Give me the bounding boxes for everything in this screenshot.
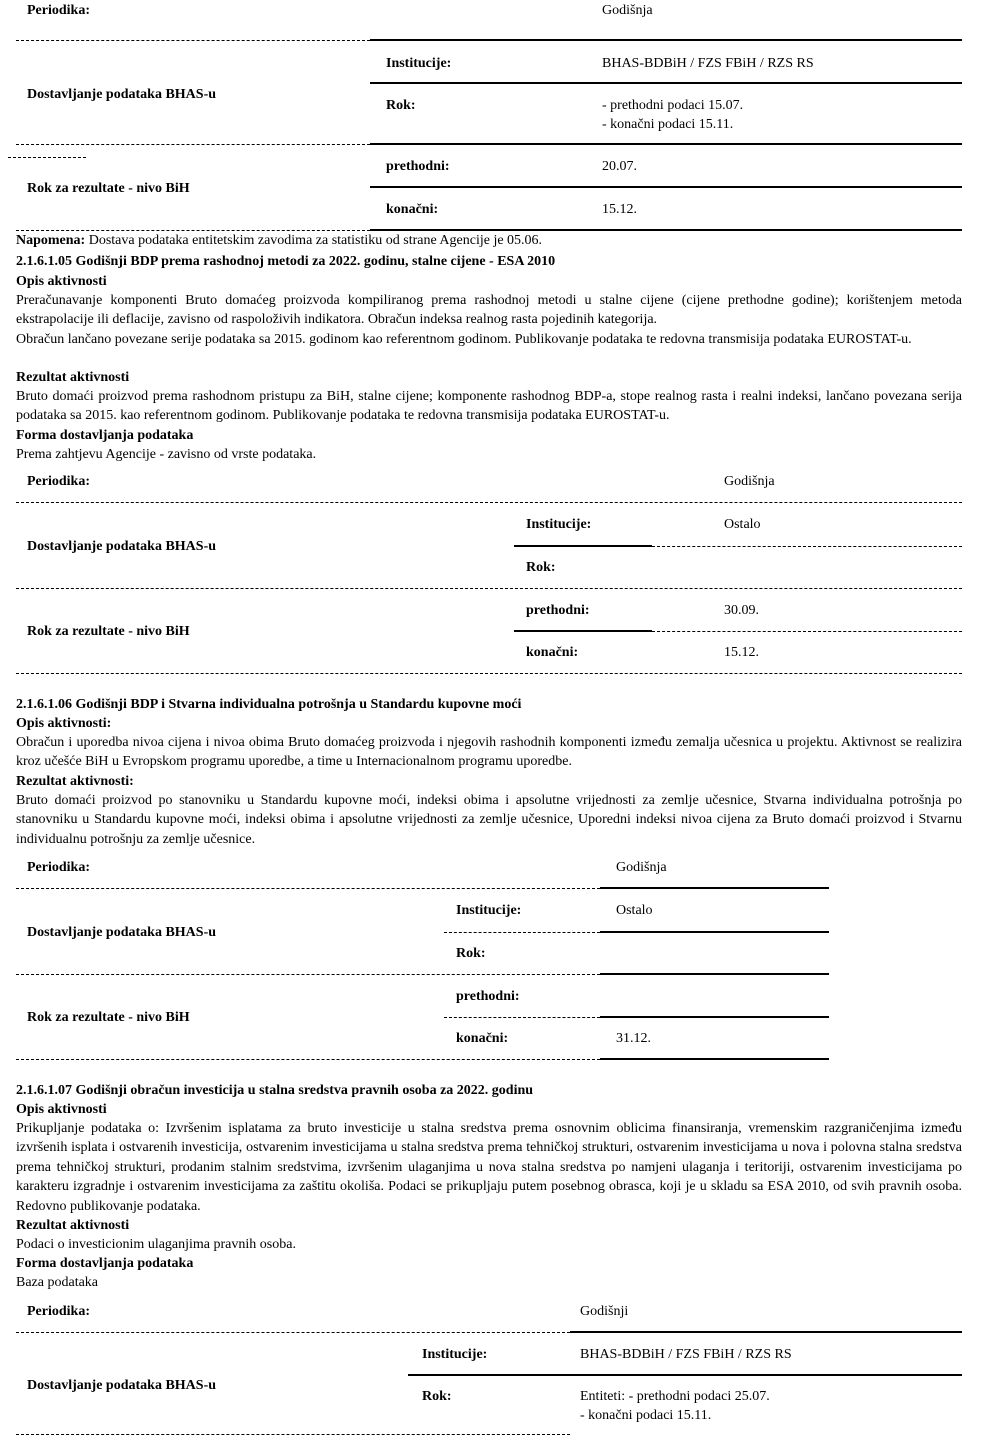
dostavljanje-label: Dostavljanje podataka BHAS-u <box>27 925 217 940</box>
opis-paragraph: Obračun i uporedba nivoa cijena i nivoa obima Bruto domaćeg proizvoda i njegovih rashodnih komponenti između zemalja učesnica u projektu. Aktivnost se realizira kroz učešće BiH u Evropskom programu uporedbe, a time u Internacionalnom programu uporedbe. <box>16 735 962 770</box>
divider <box>16 40 370 41</box>
divider <box>16 1332 570 1333</box>
divider <box>8 157 86 158</box>
dostavljanje-label: Dostavljanje podataka BHAS-u <box>27 539 217 554</box>
forma-paragraph: Baza podataka <box>16 1275 99 1290</box>
opis-heading: Opis aktivnosti: <box>16 716 112 731</box>
konacni-label: konačni: <box>526 645 579 660</box>
divider <box>444 1017 600 1018</box>
periodika-label: Periodika: <box>27 474 90 489</box>
divider <box>600 1016 829 1018</box>
divider <box>16 1434 570 1435</box>
periodika-label: Periodika: <box>27 860 90 875</box>
divider <box>408 1374 962 1376</box>
konacni-label: konačni: <box>456 1031 509 1046</box>
institucije-label: Institucije: <box>422 1347 488 1362</box>
divider <box>370 143 962 145</box>
institucije-value: BHAS-BDBiH / FZS FBiH / RZS RS <box>580 1347 792 1362</box>
divider <box>16 1059 600 1060</box>
divider <box>570 1331 962 1333</box>
institucije-value: Ostalo <box>616 903 653 918</box>
prethodni-label: prethodni: <box>386 159 450 174</box>
rok-rezultate-label: Rok za rezultate - nivo BiH <box>27 624 190 639</box>
rok-label: Rok: <box>526 560 556 575</box>
divider <box>370 186 962 188</box>
divider <box>370 229 962 231</box>
dostavljanje-label: Dostavljanje podataka BHAS-u <box>27 1378 217 1393</box>
forma-heading: Forma dostavljanja podataka <box>16 1256 194 1271</box>
rezultat-heading: Rezultat aktivnosti: <box>16 774 134 789</box>
divider <box>600 1058 829 1060</box>
divider <box>600 931 829 933</box>
section-heading: 2.1.6.1.05 Godišnji BDP prema rashodnoj metodi za 2022. godinu, stalne cijene - ESA 2010 <box>16 254 556 269</box>
divider <box>600 973 829 975</box>
rok-rezultate-label: Rok za rezultate - nivo BiH <box>27 1010 190 1025</box>
prethodni-value: 30.09. <box>724 603 759 618</box>
napomena-text: Dostava podataka entitetskim zavodima za statistiku od strane Agencije je 05.06. <box>88 233 543 248</box>
opis-heading: Opis aktivnosti <box>16 1102 107 1117</box>
rok-line-2: - konačni podaci 15.11. <box>580 1408 712 1423</box>
divider <box>370 39 962 41</box>
periodika-value: Godišnja <box>616 860 667 875</box>
periodika-value: Godišnja <box>724 474 775 489</box>
konacni-label: konačni: <box>386 202 439 217</box>
opis-heading: Opis aktivnosti <box>16 274 107 289</box>
periodika-label: Periodika: <box>27 1304 90 1319</box>
periodika-value: Godišnja <box>602 3 653 18</box>
opis-paragraph-2: Obračun lančano povezane serije podataka sa 2015. godinom kao referentnom godinom. Publikovanje podataka te redovna transmisija podataka EUROSTAT-u. <box>16 332 912 347</box>
rok-rezultate-label: Rok za rezultate - nivo BiH <box>27 181 190 196</box>
prethodni-label: prethodni: <box>526 603 590 618</box>
divider <box>370 82 962 84</box>
rezultat-paragraph: Bruto domaći proizvod po stanovniku u Standardu kupovne moći, indeksi obima i apsolutne vrijednosti za zemlje učesnice, Stvarna individualna potrošnja po stanovniku u Standardu kupovne moći, indeksi obima i apsolutne vrijednosti za zemlje učesnice, Uporedni indeksi nivoa cijena za Bruto domaći proizvod i Stvarnu individualnu potrošnju za zemlje učesnice. <box>16 793 962 847</box>
institucije-value: BHAS-BDBiH / FZS FBiH / RZS RS <box>602 56 814 71</box>
institucije-label: Institucije: <box>456 903 522 918</box>
institucije-label: Institucije: <box>386 56 452 71</box>
divider <box>16 144 370 145</box>
opis-paragraph: Prikupljanje podataka o: Izvršenim isplatama za bruto investicije u stalna sredstva prema osnovnim oblicima finansiranja, vremenskim razgraničenjima između izvršenih isplata i ostvarenih investicija, ostvarenim investicijama u stalna sredstva prema tehničkoj strukturi, ostvarenim investicijama u nova i polovna stalna sredstva prema tehničkoj strukturi, prodanim stalnim sredstvima, izvršenim ulaganjima u nova stalna sredstva po namjeni ulaganja i teritoriji, ostvarenim investicijama po karakteru izgradnje i ostvarenim investicijama za zaštitu okoliša. Podaci se prikupljaju putem posebnog obrasca, koji je u skladu sa ESA 2010, od svih pravnih osoba. Redovno publikovanje podataka. <box>16 1121 962 1214</box>
divider <box>514 630 652 632</box>
rezultat-paragraph: Podaci o investicionim ulaganjima pravnih osoba. <box>16 1237 296 1252</box>
periodika-label: Periodika: <box>27 3 90 18</box>
rok-line-1: - prethodni podaci 15.07. <box>602 98 744 113</box>
divider <box>444 932 600 933</box>
divider <box>16 230 370 231</box>
konacni-value: 15.12. <box>724 645 759 660</box>
institucije-value: Ostalo <box>724 517 761 532</box>
divider <box>600 887 829 889</box>
rok-label: Rok: <box>456 946 486 961</box>
divider <box>16 502 962 503</box>
divider <box>16 673 962 674</box>
divider <box>16 588 962 589</box>
rok-label: Rok: <box>386 98 416 113</box>
prethodni-label: prethodni: <box>456 989 520 1004</box>
divider <box>16 974 600 975</box>
institucije-label: Institucije: <box>526 517 592 532</box>
divider <box>514 545 652 547</box>
rezultat-heading: Rezultat aktivnosti <box>16 1218 130 1233</box>
napomena <box>16 233 542 249</box>
forma-heading: Forma dostavljanja podataka <box>16 428 194 443</box>
opis-paragraph-1: Preračunavanje komponenti Bruto domaćeg proizvoda kompiliranog prema rashodnoj metodi u stalne cijene (cijene prethodne godine); korištenjem metoda ekstrapolacije ili deflacije, zavisno od raspoloživih indikatora. Obračun indeksa realnog rasta pojedinih kategorija. <box>16 293 962 328</box>
prethodni-value: 20.07. <box>602 159 637 174</box>
dostavljanje-label: Dostavljanje podataka BHAS-u <box>27 87 217 102</box>
divider <box>16 888 600 889</box>
divider <box>652 546 962 547</box>
rok-line-1: Entiteti: - prethodni podaci 25.07. <box>580 1389 770 1404</box>
napomena-label: Napomena: <box>16 233 86 248</box>
section-heading: 2.1.6.1.07 Godišnji obračun investicija u stalna sredstva pravnih osoba za 2022. godinu <box>16 1083 534 1098</box>
rok-label: Rok: <box>422 1389 452 1404</box>
rezultat-heading: Rezultat aktivnosti <box>16 370 130 385</box>
konacni-value: 15.12. <box>602 202 637 217</box>
rok-line-2: - konačni podaci 15.11. <box>602 117 734 132</box>
section-heading: 2.1.6.1.06 Godišnji BDP i Stvarna individualna potrošnja u Standardu kupovne moći <box>16 697 522 712</box>
forma-paragraph: Prema zahtjevu Agencije - zavisno od vrste podataka. <box>16 447 317 462</box>
konacni-value: 31.12. <box>616 1031 651 1046</box>
rezultat-paragraph: Bruto domaći proizvod prema rashodnom pristupu za BiH, stalne cijene; komponente rashodnog BDP-a, stope realnog rasta i realni indeksi, lančano povezana serija podataka sa 2015. kao referentnom godinom. Publikovanje podataka te redovna transmisija podataka EUROSTAT-u. <box>16 389 962 424</box>
divider <box>652 631 962 632</box>
periodika-value: Godišnji <box>580 1304 629 1319</box>
